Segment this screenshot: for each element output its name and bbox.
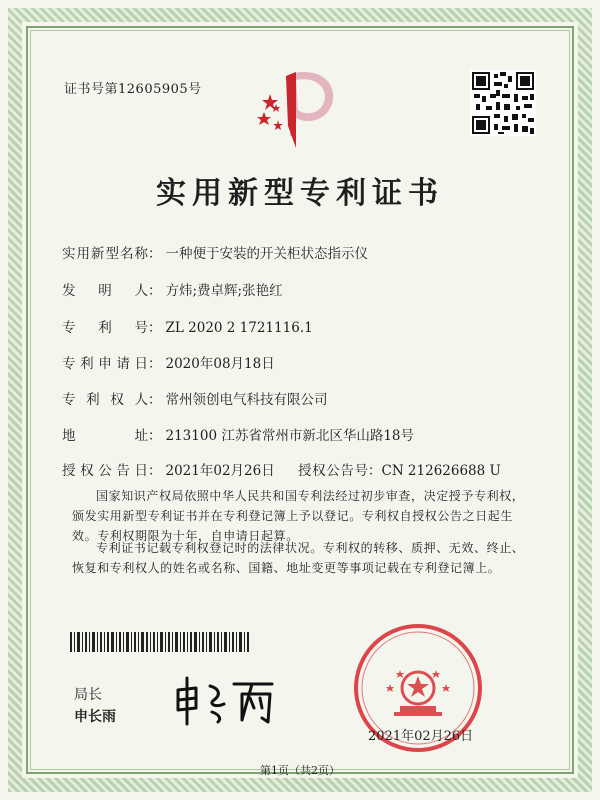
director-name: 申长雨 bbox=[74, 709, 116, 725]
director-title: 局长 bbox=[74, 687, 102, 703]
field-patent-number: 专利号： ZL 2020 2 1721116.1 bbox=[62, 316, 313, 336]
certificate-number: 证书号第12605905号 bbox=[64, 82, 202, 97]
field-grant-announcement-date: 授权公告日： 2021年02月26日 bbox=[62, 459, 275, 479]
field-label: 授权公告号 bbox=[298, 463, 368, 479]
seal-date: 2021年02月26日 bbox=[368, 729, 474, 744]
field-label: 专利号 bbox=[62, 320, 148, 336]
grant-statement-paragraph: 国家知识产权局依照中华人民共和国专利法经过初步审查，决定授予专利权，颁发实用新型专利证书并在专利登记簿上予以登记。专利权自授权公告之日起生效。专利权期限为十年，自申请日起算。 bbox=[72, 489, 525, 543]
field-value: 2021年02月26日 bbox=[165, 463, 275, 479]
director-signature bbox=[170, 668, 280, 728]
field-label: 专利申请日 bbox=[62, 356, 148, 372]
field-value: 2020年08月18日 bbox=[165, 356, 275, 372]
field-address: 地址： 213100 江苏省常州市新北区华山路18号 bbox=[62, 424, 414, 444]
field-value: ZL 2020 2 1721116.1 bbox=[165, 320, 313, 336]
page-number: 第1页（共2页） bbox=[260, 764, 340, 777]
field-value: 常州领创电气科技有限公司 bbox=[165, 392, 328, 408]
field-label: 授权公告日 bbox=[62, 463, 148, 479]
field-label: 发明人 bbox=[62, 283, 148, 299]
field-utility-name: 实用新型名称： 一种便于安装的开关柜状态指示仪 bbox=[62, 242, 368, 262]
field-value: 一种便于安装的开关柜状态指示仪 bbox=[165, 246, 368, 262]
field-application-date: 专利申请日： 2020年08月18日 bbox=[62, 352, 275, 372]
field-label: 实用新型名称 bbox=[62, 246, 148, 262]
field-inventors: 发明人： 方炜;费卓辉;张艳红 bbox=[62, 279, 283, 299]
field-value: 方炜;费卓辉;张艳红 bbox=[165, 283, 283, 299]
field-label: 专利权人 bbox=[62, 392, 148, 408]
field-patentee: 专利权人： 常州领创电气科技有限公司 bbox=[62, 388, 328, 408]
field-grant-announcement-number: 授权公告号：CN 212626688 U bbox=[298, 459, 501, 479]
patent-office-logo-icon bbox=[246, 56, 346, 156]
certificate-title: 实用新型专利证书 bbox=[156, 176, 444, 211]
field-value: 213100 江苏省常州市新北区华山路18号 bbox=[165, 428, 415, 444]
legal-status-paragraph: 专利证书记载专利权登记时的法律状况。专利权的转移、质押、无效、终止、恢复和专利权人的姓名或名称、国籍、地址变更等事项记载在专利登记簿上。 bbox=[72, 541, 525, 575]
barcode-icon bbox=[70, 632, 250, 652]
field-value: CN 212626688 U bbox=[381, 463, 501, 479]
qr-code-icon bbox=[470, 70, 536, 136]
field-label: 地址 bbox=[62, 428, 148, 444]
